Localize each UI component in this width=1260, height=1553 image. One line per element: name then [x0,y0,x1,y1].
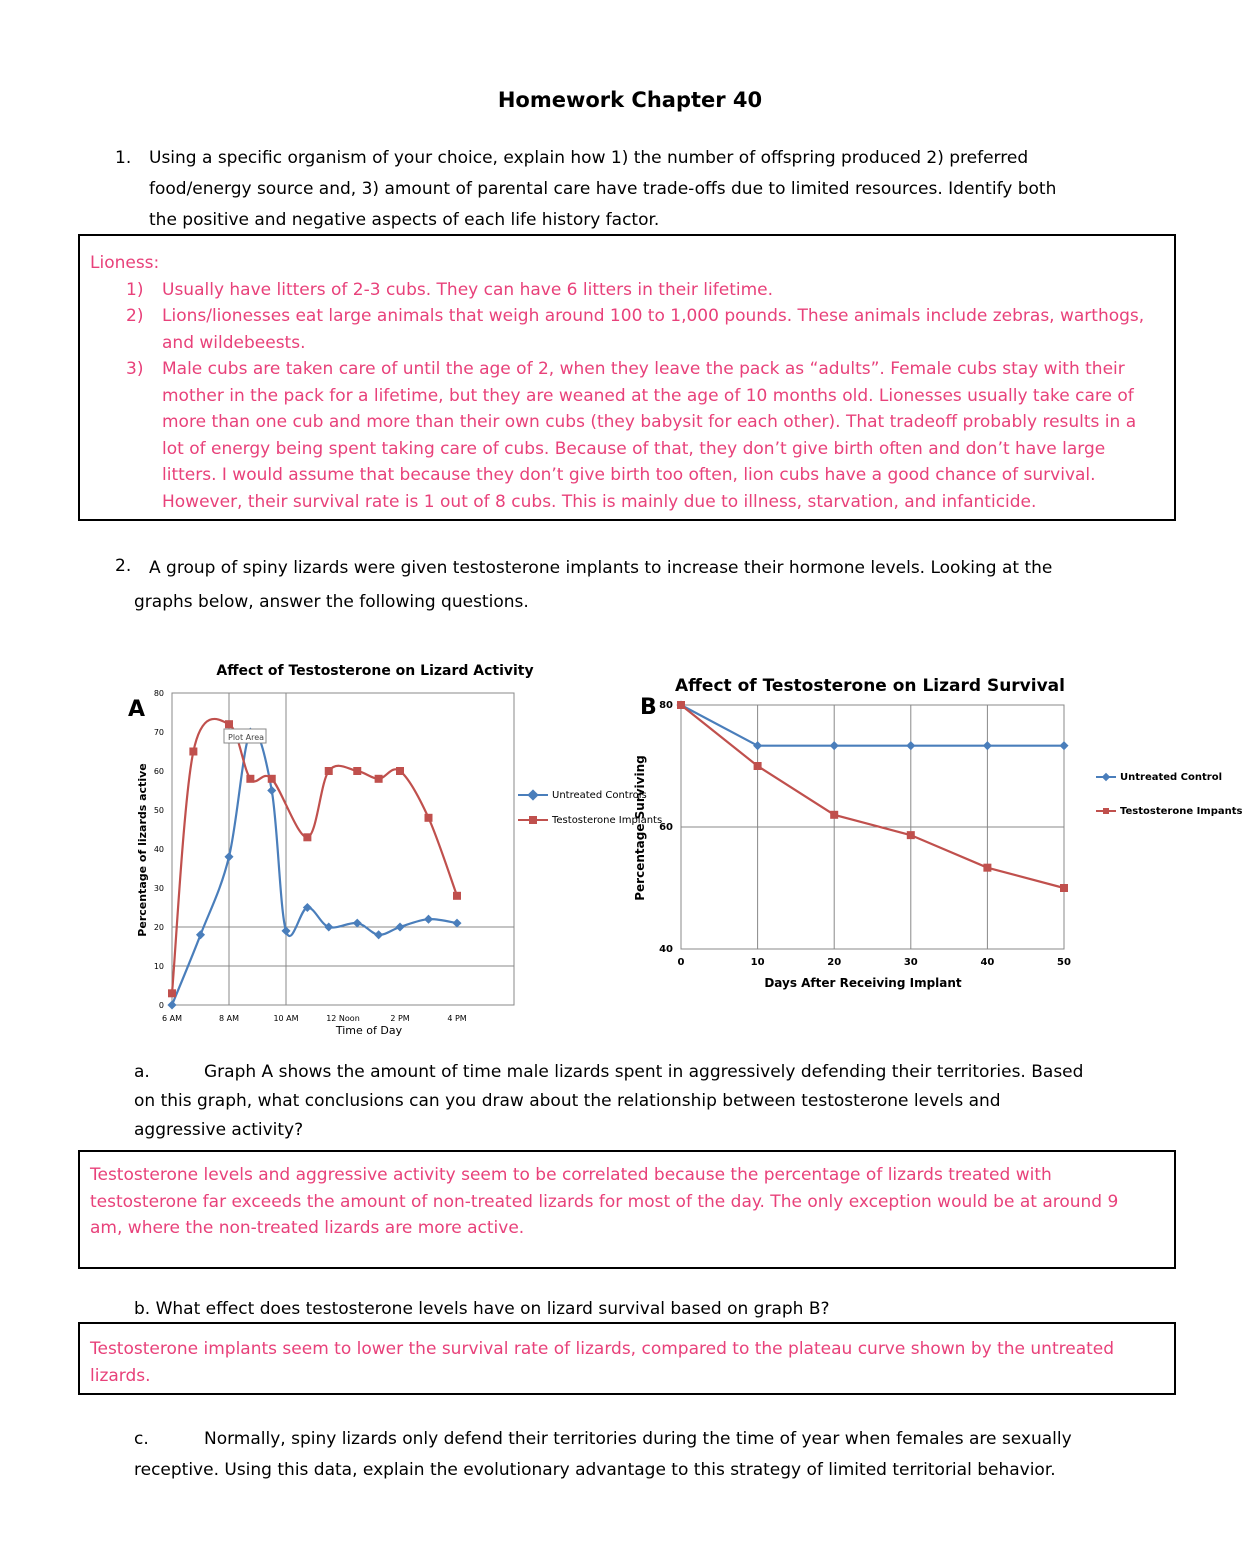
x-tick-label: 4 PM [447,1014,467,1023]
data-point [907,831,915,839]
page-title: Homework Chapter 40 [497,88,763,112]
x-tick-label: 6 AM [161,1014,183,1023]
x-tick-label: 10 [750,957,765,968]
data-point [353,767,361,775]
answer-line: am, where the non-treated lizards are more active. [90,1218,525,1238]
data-point [754,762,762,770]
question-line: aggressive activity? [134,1120,304,1140]
x-tick-label: 10 AM [273,1014,299,1023]
chart-a-ylabel: Percentage of lizards active [136,763,149,937]
answer-item [80,303,1165,356]
answer-item [80,356,1165,515]
question-1-text [149,143,1169,236]
x-tick-label: 2 PM [390,1014,410,1023]
data-point [375,775,383,783]
answer-item-number: 3) [126,359,144,379]
question-a-label: a. [134,1062,150,1082]
tooltip-text: Plot Area [228,733,265,742]
data-point [168,989,176,997]
question-c-label: c. [134,1429,149,1449]
chart-b-xlabel: Days After Receiving Implant [764,976,962,990]
legend-marker-untreated [1102,773,1110,781]
question-2-number: 2. [115,556,132,576]
question-line: Using a specific organism of your choice, explain how 1) the number of offspring produced 2) preferred [149,148,1029,168]
answer-line: testosterone far exceeds the amount of non-treated lizards for most of the day. The only exception would be at around 9 [90,1191,1119,1212]
answer-line: litters. I would assume that because they don’t give birth too often, lion cubs have a good chance of survival. [162,465,1096,485]
x-tick-label: 0 [677,957,685,968]
answer-heading: Lioness: [90,253,160,273]
answer-line: lot of energy being spent taking care of cubs. Because of that, they don’t give birth often and don’t have large [162,438,1106,459]
y-tick-label: 60 [153,767,164,776]
chart-b [630,660,1243,1000]
x-tick-label: 8 AM [218,1014,240,1023]
legend-label-testosterone: Testosterone Implants [552,815,663,826]
y-tick-label: 50 [153,806,164,815]
answer-box-1[interactable] [78,234,1176,521]
y-tick-label: 20 [153,923,164,932]
answer-line: Male cubs are taken care of until the age of 2, when they leave the pack as “adults”. Female cubs stay with their [162,359,1125,379]
chart-b-legend [1096,772,1243,817]
question-line: receptive. Using this data, explain the evolutionary advantage to this strategy of limited territorial behavior. [134,1460,1056,1480]
chart-a-tooltip [224,729,266,743]
legend-marker-testosterone [529,816,537,824]
y-tick-label: 70 [153,728,164,737]
x-tick-label: 50 [1057,957,1071,968]
x-tick-label: 12 Noon [326,1014,360,1023]
answer-item-number: 1) [126,279,144,300]
data-point [225,720,233,728]
chart-a-xlabel: Time of Day [335,1024,403,1037]
question-line: graphs below, answer the following questions. [134,592,529,612]
answer-item [80,277,1165,304]
data-point [325,767,333,775]
data-point [677,701,685,709]
question-1-number: 1. [115,148,132,168]
y-tick-label: 40 [659,944,673,955]
legend-marker-untreated [527,789,538,800]
x-tick-label: 30 [903,957,918,968]
answer-line: Testosterone levels and aggressive activity seem to be correlated because the percentage of lizards treated with [90,1165,1052,1185]
x-tick-label: 20 [827,957,842,968]
question-2-text [134,551,1169,619]
answer-line: more than one cub and more than their own cubs (they babysit for each other). That tradeoff probably results in a [162,412,1137,432]
x-tick-label: 40 [980,957,995,968]
legend-marker-testosterone [1103,808,1109,814]
data-point [303,833,311,841]
legend-label-untreated: Untreated Control [1120,772,1223,783]
question-line: food/energy source and, 3) amount of parental care have trade-offs due to limited resources. Identify both [149,179,1057,199]
answer-line: However, their survival rate is 1 out of 8 cubs. This is mainly due to illness, starvation, and infanticide. [162,491,1037,512]
y-tick-label: 60 [659,822,673,833]
plot-area [172,693,514,1005]
answer-line: Usually have litters of 2-3 cubs. They can have 6 litters in their lifetime. [162,279,774,300]
data-point [830,811,838,819]
y-tick-label: 40 [153,845,164,854]
answer-line: lizards. [90,1365,151,1386]
answer-line: Testosterone implants seem to lower the survival rate of lizards, compared to the plateau curve shown by the untreated [90,1339,1115,1359]
question-line: the positive and negative aspects of each life history factor. [149,210,660,230]
data-point [246,775,254,783]
y-tick-label: 10 [153,962,164,971]
y-tick-label: 80 [659,700,673,711]
chart-b-panel-label: B [640,695,657,720]
legend-label-untreated: Untreated Controls [552,790,647,801]
y-tick-label: 0 [158,1001,164,1010]
question-line: on this graph, what conclusions can you draw about the relationship between testosterone levels and [134,1091,1001,1111]
chart-a-title: Affect of Testosterone on Lizard Activity [216,663,534,679]
data-point [983,864,991,872]
data-point [189,748,197,756]
answer-line: mother in the pack for a lifetime, but they are weaned at the age of 10 months old. Lionesses usually take care of [162,385,1134,406]
chart-b-title: Affect of Testosterone on Lizard Survival [675,676,1065,696]
data-point [425,814,433,822]
chart-a-panel-label: A [128,697,146,722]
question-line: Graph A shows the amount of time male lizards spent in aggressively defending their territories. Based [204,1062,1084,1082]
question-b: b. What effect does testosterone levels have on lizard survival based on graph B? [134,1299,830,1319]
data-point [453,892,461,900]
question-line: Normally, spiny lizards only defend their territories during the time of year when females are sexually [204,1429,1072,1449]
answer-box-b[interactable] [78,1322,1176,1395]
answer-box-a[interactable] [78,1150,1176,1269]
data-point [1060,884,1068,892]
data-point [396,767,404,775]
answer-line: and wildebeests. [162,332,306,353]
question-c [134,1424,1174,1486]
y-tick-label: 30 [153,884,164,893]
chart-b-ylabel: Percentage Surviving [633,755,647,901]
question-a [134,1058,1174,1145]
data-point [268,775,276,783]
answer-item-number: 2) [126,306,144,326]
y-tick-label: 80 [153,689,164,698]
answer-line: Lions/lionesses eat large animals that weigh around 100 to 1,000 pounds. These animals include zebras, warthogs, [162,306,1145,326]
legend-label-testosterone: Testosterone Impants [1120,806,1243,817]
question-line: A group of spiny lizards were given testosterone implants to increase their hormone levels. Looking at the [149,558,1053,578]
